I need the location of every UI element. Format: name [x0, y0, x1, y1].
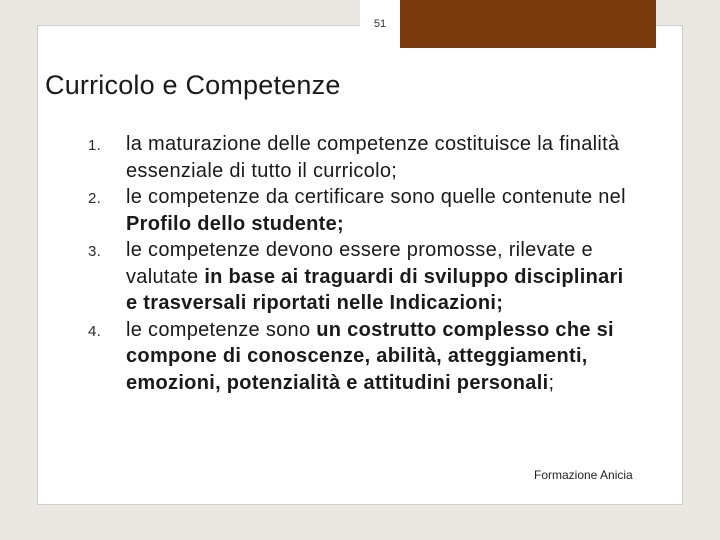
text-segment: ; [548, 371, 555, 394]
text-segment: le competenze da certificare sono quelle contenute nel [126, 186, 626, 208]
competence-list [78, 131, 638, 396]
list-item-number: 3. [88, 243, 102, 260]
footer-label: Formazione Anicia [534, 468, 633, 482]
list-item-number: 2. [88, 190, 102, 207]
list-item-text [126, 239, 623, 314]
list-item-number: 1. [88, 137, 102, 154]
header-bar [360, 0, 656, 48]
list-item [78, 184, 638, 237]
text-segment: la maturazione delle competenze costituisce la finalità essenziale di tutto il curricolo; [126, 133, 620, 182]
text-segment: le competenze sono [126, 318, 317, 341]
list-item [78, 131, 638, 184]
page-number: 51 [360, 0, 400, 48]
list-item [78, 317, 638, 397]
list-item-number: 4. [88, 322, 102, 340]
bold-text-segment: Profilo dello studente; [126, 212, 345, 235]
list-item [78, 237, 638, 317]
list-item-text [126, 133, 619, 182]
list-item-text [126, 186, 626, 235]
bold-text-segment: un costrutto complesso che si compone di conoscenze, abilità, atteggiamenti, emozioni, potenzialità e attitudini personali [126, 318, 614, 394]
list-item-text [126, 319, 614, 394]
text-segment: le competenze devono essere promosse, rilevate e valutate [126, 239, 593, 288]
bold-text-segment: in base ai traguardi di sviluppo disciplinari e trasversali riportati nelle Indicazioni; [126, 265, 624, 314]
slide-title: Curricolo e Competenze [45, 70, 341, 100]
